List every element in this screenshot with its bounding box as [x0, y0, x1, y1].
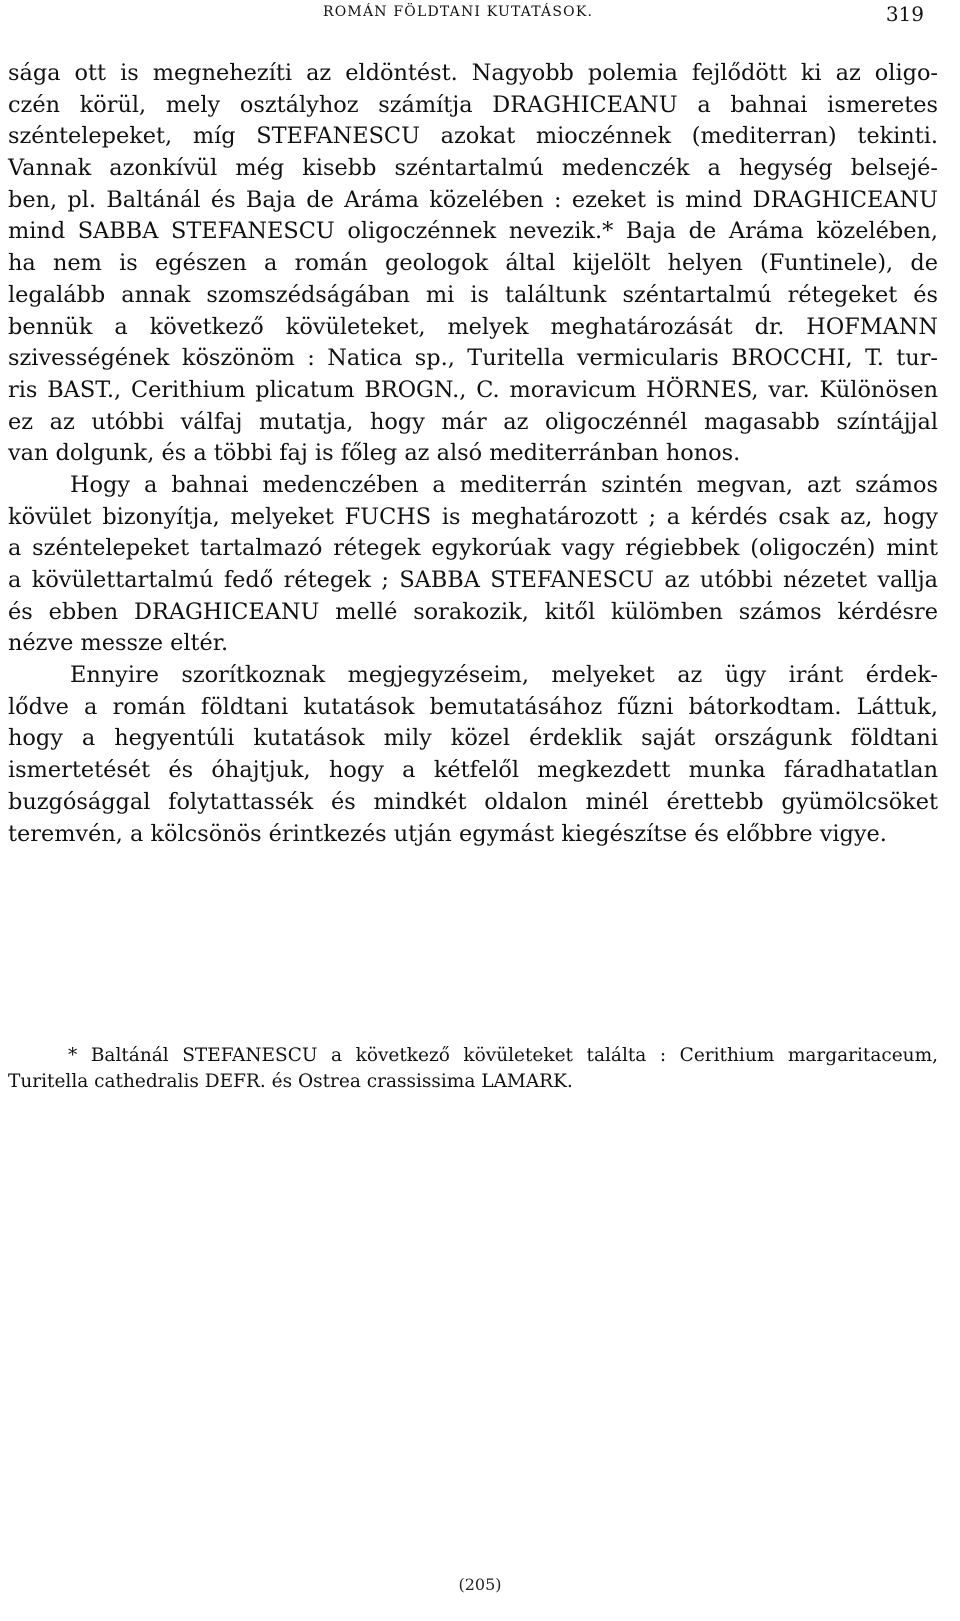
text-line: Ennyire szorítkoznak megjegyzéseim, melyeket az ügy iránt érdek-	[70, 662, 938, 689]
page-number: 319	[885, 2, 924, 26]
text-line: ha nem is egészen a román geologok által kijelölt helyen (Funtinele), de	[8, 250, 938, 277]
text-line: ris BAST., Cerithium plicatum BROGN., C. moravicum HÖRNES, var. Különösen	[8, 376, 938, 403]
text-line: sága ott is megnehezíti az eldöntést. Nagyobb polemia fejlődött ki az oligo-	[8, 60, 938, 86]
paragraph-3	[8, 660, 938, 850]
text-line: legalább annak szomszédságában mi is találtunk széntartalmú rétegeket és	[8, 281, 938, 308]
text-line: ismertetését és óhajtjuk, hogy a kétfelől megkezdett munka fáradhatatlan	[8, 757, 938, 784]
signature-mark: (205)	[458, 1575, 502, 1594]
paragraph-2	[8, 470, 938, 660]
text-line: buzgósággal folytattassék és mindkét oldalon minél érettebb gyümölcsöket	[8, 788, 938, 815]
text-line: teremvén, a kölcsönös érintkezés utján egymást kiegészítse és előbbre vigye.	[8, 820, 887, 847]
text-line: bennük a következő kövületeket, melyek meghatározását dr. HOFMANN	[8, 313, 938, 340]
text-line: a kövülettartalmú fedő rétegek ; SABBA STEFANESCU az utóbbi nézetet vallja	[8, 567, 938, 593]
text-line: a széntelepeket tartalmazó rétegek egykorúak vagy régiebbek (oligoczén) mint	[8, 535, 938, 562]
text-line: ez az utóbbi válfaj mutatja, hogy már az oligoczénnél magasabb színtájjal	[8, 408, 938, 435]
text-line: Hogy a bahnai medenczében a mediterrán szintén megvan, azt számos	[70, 471, 938, 498]
text-line: széntelepeket, míg STEFANESCU azokat mioczénnek (mediterran) tekinti.	[8, 123, 938, 150]
footnote-line: Turitella cathedralis DEFR. és Ostrea crassissima LAMARK.	[8, 1071, 573, 1092]
text-line: kövület bizonyítja, melyeket FUCHS is meghatározott ; a kérdés csak az, hogy	[8, 503, 938, 530]
text-line: nézve messze eltér.	[8, 630, 229, 657]
text-line: Vannak azonkívül még kisebb széntartalmú medenczék a hegység belsejé-	[8, 155, 938, 182]
text-line: mind SABBA STEFANESCU oligoczénnek nevezik.* Baja de Aráma közelében,	[8, 218, 938, 245]
text-line: hogy a hegyentúli kutatások mily közel érdeklik saját országunk földtani	[8, 725, 938, 752]
text-line: czén körül, mely osztályhoz számítja DRAGHICEANU a bahnai ismeretes	[8, 91, 938, 118]
body-text	[8, 58, 938, 850]
running-header	[0, 4, 960, 28]
paragraph-1	[8, 58, 938, 470]
footnote-line: * Baltánál STEFANESCU a következő kövületeket találta : Cerithium margaritaceum,	[68, 1045, 938, 1066]
footnote	[8, 1043, 938, 1095]
running-title: ROMÁN FÖLDTANI KUTATÁSOK.	[323, 4, 594, 20]
text-line: lődve a román földtani kutatások bemutatásához fűzni bátorkodtam. Láttuk,	[8, 693, 938, 720]
text-line: ben, pl. Baltánál és Baja de Aráma közelében : ezeket is mind DRAGHICEANU	[8, 186, 938, 213]
text-line: van dolgunk, és a többi faj is főleg az alsó mediterránban honos.	[8, 440, 741, 467]
text-line: és ebben DRAGHICEANU mellé sorakozik, kitől külömben számos kérdésre	[8, 598, 938, 625]
text-line: szivességének köszönöm : Natica sp., Turitella vermicularis BROCCHI, T. tur-	[8, 345, 938, 372]
